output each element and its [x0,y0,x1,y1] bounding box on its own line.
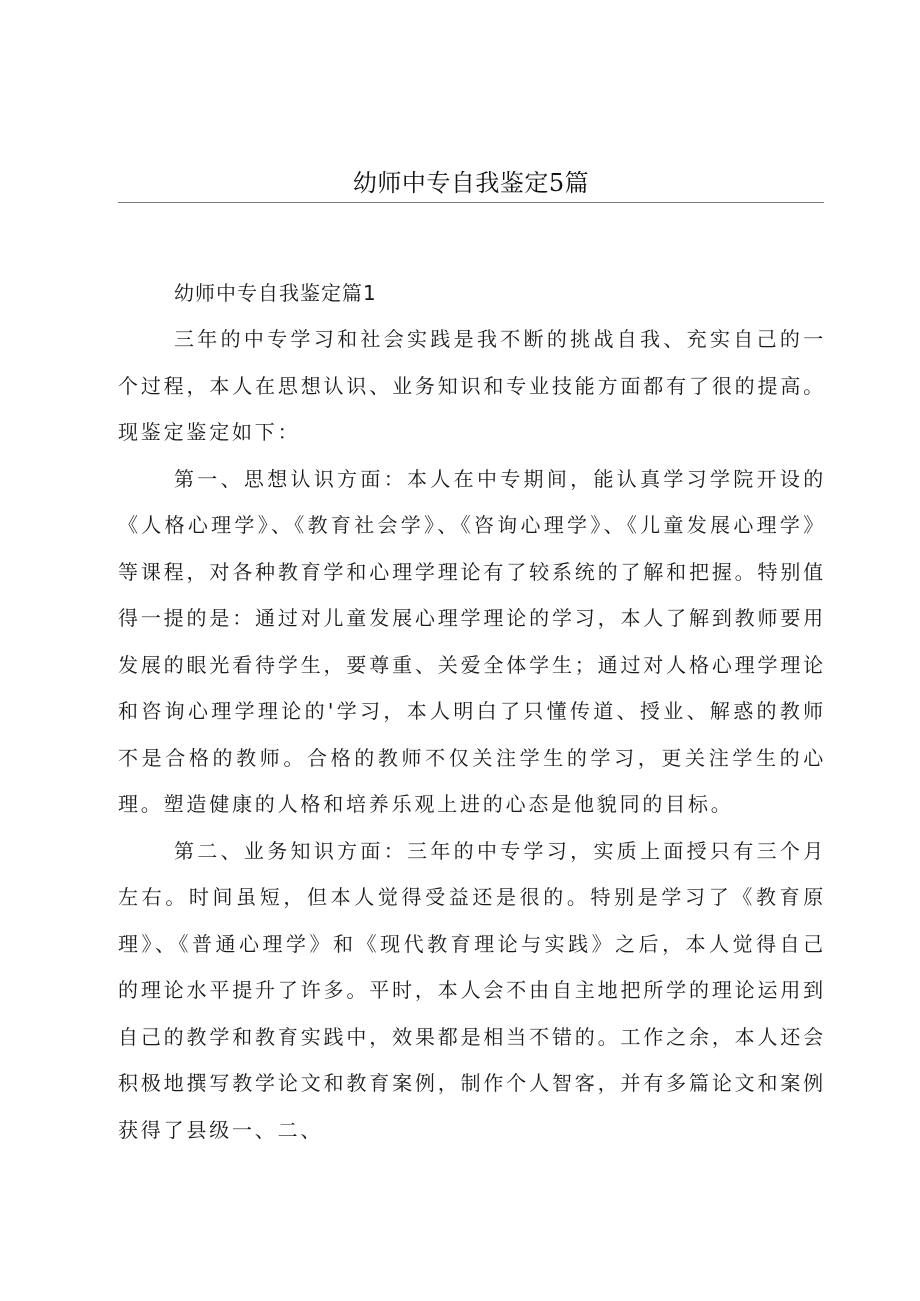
document-title-block [118,166,824,203]
paragraph-intro: 三年的中专学习和社会实践是我不断的挑战自我、充实自己的一个过程，本人在思想认识、业务知识和专业技能方面都有了很的提高。现鉴定鉴定如下： [118,327,826,444]
document-body [118,270,826,1153]
paragraph-ideology: 第一、思想认识方面：本人在中专期间，能认真学习学院开设的《人格心理学》、《教育社会学》、《咨询心理学》、《儿童发展心理学》等课程，对各种教育学和心理学理论有了较系统的了解和把握。特别值得一提的是：通过对儿童发展心理学理论的学习，本人了解到教师要用发展的眼光看待学生，要尊重、关爱全体学生；通过对人格心理学理论和咨询心理学理论的'学习，本人明白了只懂传道、授业、解惑的教师不是合格的教师。合格的教师不仅关注学生的学习，更关注学生的心理。塑造健康的人格和培养乐观上进的心态是他貌同的目标。 [118,466,826,816]
paragraph-professional-knowledge: 第二、业务知识方面：三年的中专学习，实质上面授只有三个月左右。时间虽短，但本人觉得受益还是很的。特别是学习了《教育原理》、《普通心理学》和《现代教育理论与实践》之后，本人觉得自己的理论水平提升了许多。平时，本人会不由自主地把所学的理论运用到自己的教学和教育实践中，效果都是相当不错的。工作之余，本人还会积极地撰写教学论文和教育案例，制作个人智客，并有多篇论文和案例获得了县级一、二、 [118,838,826,1142]
section-heading: 幼师中专自我鉴定篇1 [174,281,377,305]
document-title: 幼师中专自我鉴定5篇 [352,169,590,197]
